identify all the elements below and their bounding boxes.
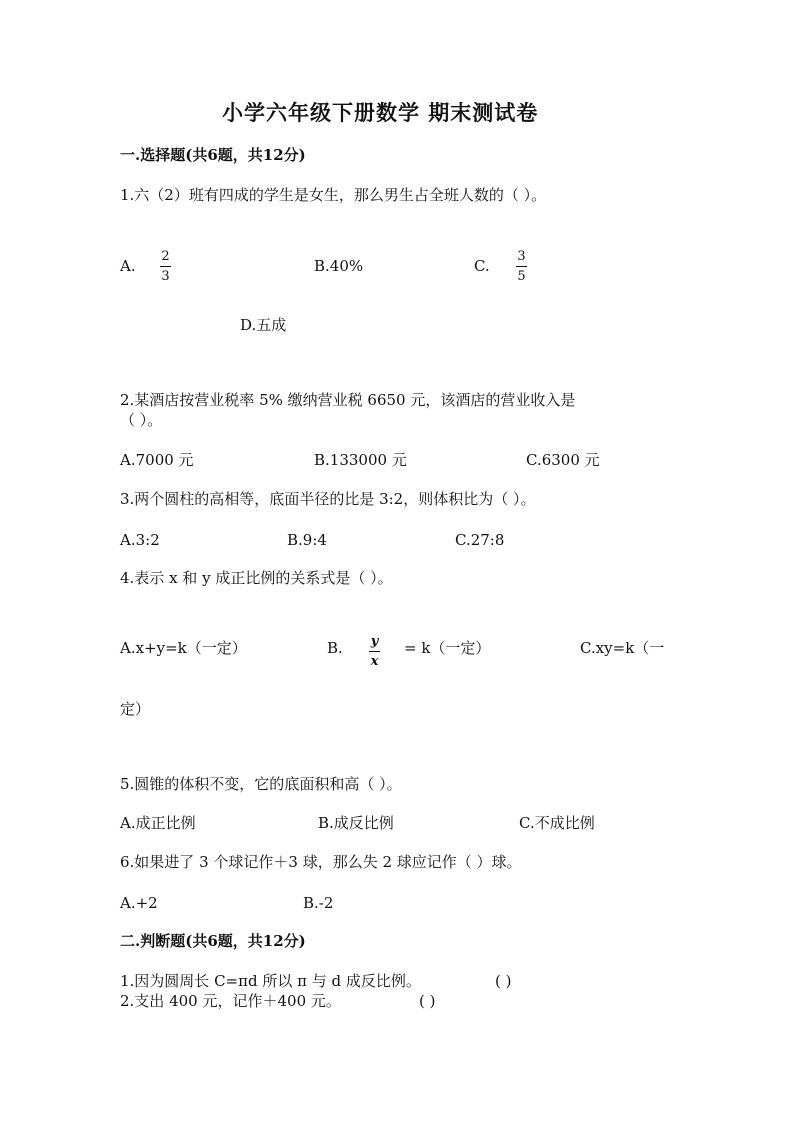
q4-option-b-label: B. <box>327 639 343 657</box>
q1-a-numerator: 2 <box>161 249 170 264</box>
q2-option-a: A.7000 元 <box>120 451 194 469</box>
q5-option-c: C.不成比例 <box>519 814 595 832</box>
q4-option-c: C.xy=k（一 <box>580 639 665 657</box>
question-4-stem: 4.表示 x 和 y 成正比例的关系式是（ ）。 <box>120 569 393 587</box>
fraction-bar <box>516 266 527 267</box>
judge-2-stem: 2.支出 400 元，记作＋400 元。 <box>120 992 341 1010</box>
section-heading-judgement: 二.判断题(共6题，共12分) <box>120 932 306 950</box>
q2-option-c: C.6300 元 <box>526 451 600 469</box>
q4-option-c-continued: 定） <box>120 700 151 718</box>
fraction-bar <box>369 651 380 652</box>
question-3-stem: 3.两个圆柱的高相等，底面半径的比是 3:2，则体积比为（ ）。 <box>120 490 536 508</box>
q5-option-b: B.成反比例 <box>318 814 394 832</box>
q4-b-numerator: y <box>370 634 379 649</box>
section-heading-choice: 一.选择题(共6题，共12分) <box>120 146 306 164</box>
q1-option-b: B.40% <box>314 257 364 275</box>
question-1-stem: 1.六（2）班有四成的学生是女生，那么男生占全班人数的（ ）。 <box>120 186 547 204</box>
q5-option-a: A.成正比例 <box>120 814 196 832</box>
q4-option-b-rest: = k（一定） <box>404 639 491 657</box>
q6-option-b: B.-2 <box>303 894 334 912</box>
q3-option-b: B.9:4 <box>287 531 327 549</box>
q2-option-b: B.133000 元 <box>314 451 407 469</box>
q4-option-a: A.x+y=k（一定） <box>120 639 247 657</box>
q1-option-a-label: A. <box>120 257 136 275</box>
q1-a-denominator: 3 <box>161 269 170 284</box>
q1-option-c-label: C. <box>474 257 490 275</box>
question-6-stem: 6.如果进了 3 个球记作＋3 球，那么失 2 球应记作（ ）球。 <box>120 853 522 871</box>
question-2-stem-line2: （ ）。 <box>120 411 163 429</box>
q1-c-numerator: 3 <box>517 249 526 264</box>
q3-option-a: A.3:2 <box>120 531 160 549</box>
q6-option-a: A.+2 <box>120 894 158 912</box>
question-5-stem: 5.圆锥的体积不变，它的底面积和高（ ）。 <box>120 775 402 793</box>
fraction-bar <box>160 266 171 267</box>
judge-1-answer-paren: ( ) <box>495 972 512 990</box>
q3-option-c: C.27:8 <box>455 531 505 549</box>
judge-1-stem: 1.因为圆周长 C=πd 所以 π 与 d 成反比例。 <box>120 972 421 990</box>
judge-2-answer-paren: ( ) <box>419 992 436 1010</box>
question-2-stem-line1: 2.某酒店按营业税率 5% 缴纳营业税 6650 元，该酒店的营业收入是 <box>120 391 576 409</box>
q1-option-c-fraction <box>516 250 527 283</box>
q1-c-denominator: 5 <box>517 269 526 284</box>
page-title: 小学六年级下册数学 期末测试卷 <box>222 100 539 125</box>
q4-b-denominator: x <box>370 654 379 669</box>
q1-option-d: D.五成 <box>240 316 287 334</box>
q4-option-b-fraction <box>369 635 380 668</box>
q1-option-a-fraction <box>160 250 171 283</box>
